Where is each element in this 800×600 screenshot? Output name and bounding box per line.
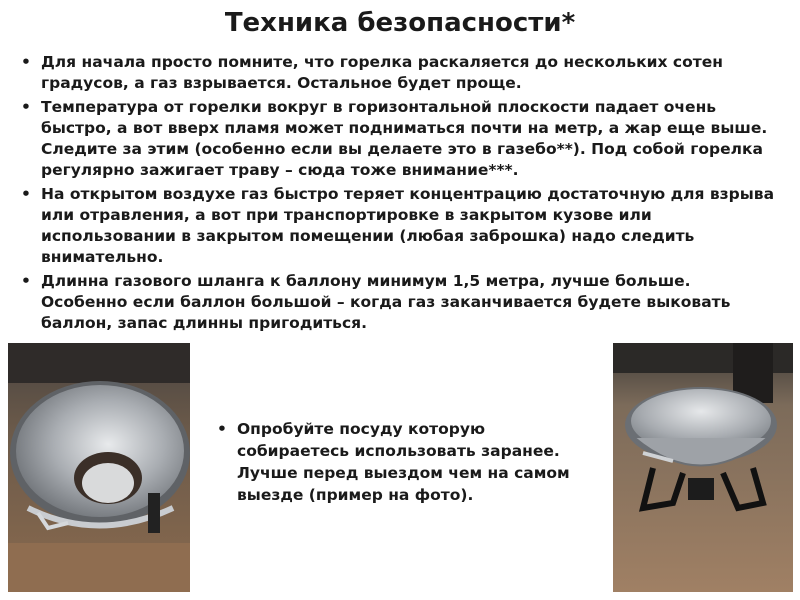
safety-bullet-list bbox=[19, 52, 779, 337]
slide-title: Техника безопасности* bbox=[224, 8, 576, 38]
side-note-list bbox=[215, 418, 595, 506]
bullet-item: • Температура от горелки вокруг в горизонтальной плоскости падает очень быстро, а вот вверх пламя может подниматься почти на метр, а жар еще выше. Следите за этим (особенно если вы делаете это в газебо**). Под собой горелка регулярно зажигает траву – сюда тоже внимание***. bbox=[19, 97, 779, 181]
side-note-item: • Опробуйте посуду которую собираетесь использовать заранее. Лучше перед выездом чем на самом выезде (пример на фото). bbox=[215, 418, 595, 506]
cauldron-photo-left bbox=[8, 343, 190, 592]
bullet-item: • На открытом воздухе газ быстро теряет концентрацию достаточную для взрыва или отравления, а вот при транспортировке в закрытом кузове или использовании в закрытом помещении (любая заброшка) надо следить внимательно. bbox=[19, 184, 779, 268]
cauldron-on-burner-photo bbox=[613, 343, 793, 592]
bullet-item: • Длинна газового шланга к баллону минимум 1,5 метра, лучше больше. Особенно если баллон большой – когда газ заканчивается будете выковать баллон, запас длинны пригодиться. bbox=[19, 271, 779, 334]
bullet-item: • Для начала просто помните, что горелка раскаляется до нескольких сотен градусов, а газ взрывается. Остальное будет проще. bbox=[19, 52, 779, 94]
